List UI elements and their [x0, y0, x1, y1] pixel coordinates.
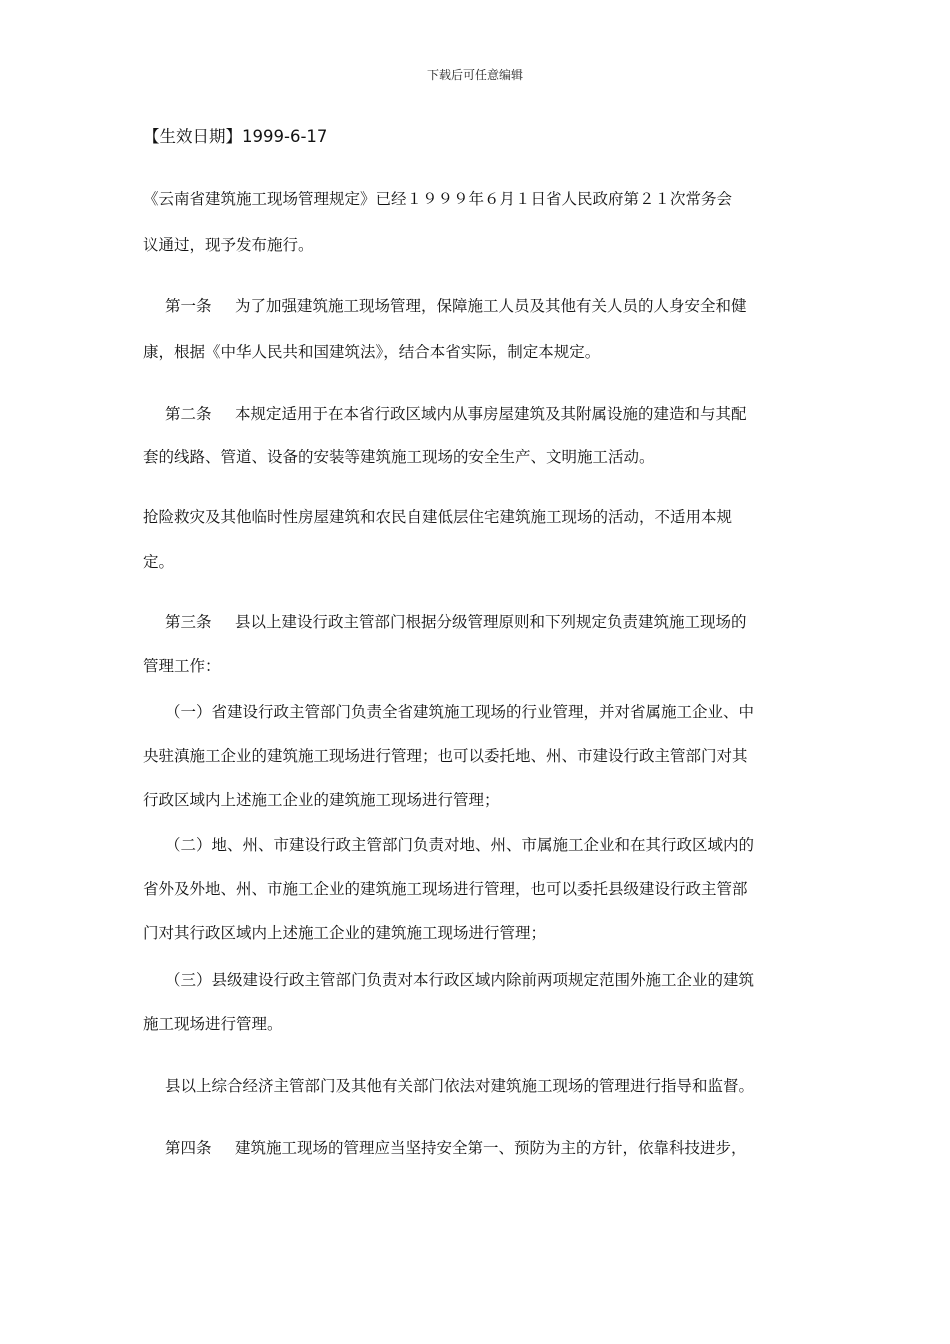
text-line: [143, 447, 655, 467]
text-line: [165, 702, 754, 722]
text-line: [143, 746, 748, 766]
line-text: 定。: [143, 553, 175, 571]
line-text: 县以上建设行政主管部门根据分级管理原则和下列规定负责建筑施工现场的: [235, 613, 747, 631]
line-text: 康，根据《中华人民共和国建筑法》，结合本省实际，制定本规定。: [143, 343, 601, 361]
text-line: [143, 552, 174, 572]
effective-date-value: 1999-6-17: [242, 127, 328, 146]
header-note: 下载后可任意编辑: [426, 68, 523, 82]
article-label: 第四条: [165, 1139, 212, 1157]
line-text: 建筑施工现场的管理应当坚持安全第一、预防为主的方针，依靠科技进步，: [235, 1139, 747, 1157]
line-text: 门对其行政区域内上述施工企业的建筑施工现场进行管理；: [143, 924, 547, 942]
text-line: [143, 235, 314, 255]
text-line: [165, 404, 747, 424]
line-text: （三）县级建设行政主管部门负责对本行政区域内除前两项规定范围外施工企业的建筑: [165, 971, 755, 989]
text-line: [165, 1076, 754, 1096]
effective-date: [143, 127, 327, 147]
text-line: [143, 1014, 283, 1034]
article-label: 第一条: [165, 297, 212, 315]
text-line: [165, 296, 747, 316]
article-label: 第三条: [165, 613, 212, 631]
line-text: 施工现场进行管理。: [143, 1015, 283, 1033]
text-line: [165, 970, 754, 990]
line-text: （二）地、州、市建设行政主管部门负责对地、州、市属施工企业和在其行政区域内的: [165, 836, 755, 854]
line-text: （一）省建设行政主管部门负责全省建筑施工现场的行业管理，并对省属施工企业、中: [165, 703, 755, 721]
line-text: 为了加强建筑施工现场管理，保障施工人员及其他有关人员的人身安全和健: [235, 297, 747, 315]
text-line: [143, 189, 732, 209]
line-text: 本规定适用于在本省行政区域内从事房屋建筑及其附属设施的建造和与其配: [235, 405, 747, 423]
text-line: [143, 342, 600, 362]
line-text: 行政区域内上述施工企业的建筑施工现场进行管理；: [143, 791, 500, 809]
article-label: 第二条: [165, 405, 212, 423]
line-text: 县以上综合经济主管部门及其他有关部门依法对建筑施工现场的管理进行指导和监督。: [165, 1077, 755, 1095]
text-line: [143, 923, 546, 943]
text-line: [165, 612, 747, 632]
text-line: [143, 879, 748, 899]
line-text: 《云南省建筑施工现场管理规定》已经１９９９年６月１日省人民政府第２１次常务会: [143, 190, 733, 208]
effective-date-label: 【生效日期】: [143, 127, 242, 146]
line-text: 省外及外地、州、市施工企业的建筑施工现场进行管理，也可以委托县级建设行政主管部: [143, 880, 748, 898]
text-line: [143, 656, 221, 676]
text-line: [143, 507, 732, 527]
line-text: 管理工作：: [143, 657, 221, 675]
line-text: 议通过，现予发布施行。: [143, 236, 314, 254]
line-text: 套的线路、管道、设备的安装等建筑施工现场的安全生产、文明施工活动。: [143, 448, 655, 466]
text-line: [143, 790, 500, 810]
line-text: 抢险救灾及其他临时性房屋建筑和农民自建低层住宅建筑施工现场的活动，不适用本规: [143, 508, 733, 526]
line-text: 央驻滇施工企业的建筑施工现场进行管理；也可以委托地、州、市建设行政主管部门对其: [143, 747, 748, 765]
text-line: [165, 835, 754, 855]
text-line: [165, 1138, 747, 1158]
